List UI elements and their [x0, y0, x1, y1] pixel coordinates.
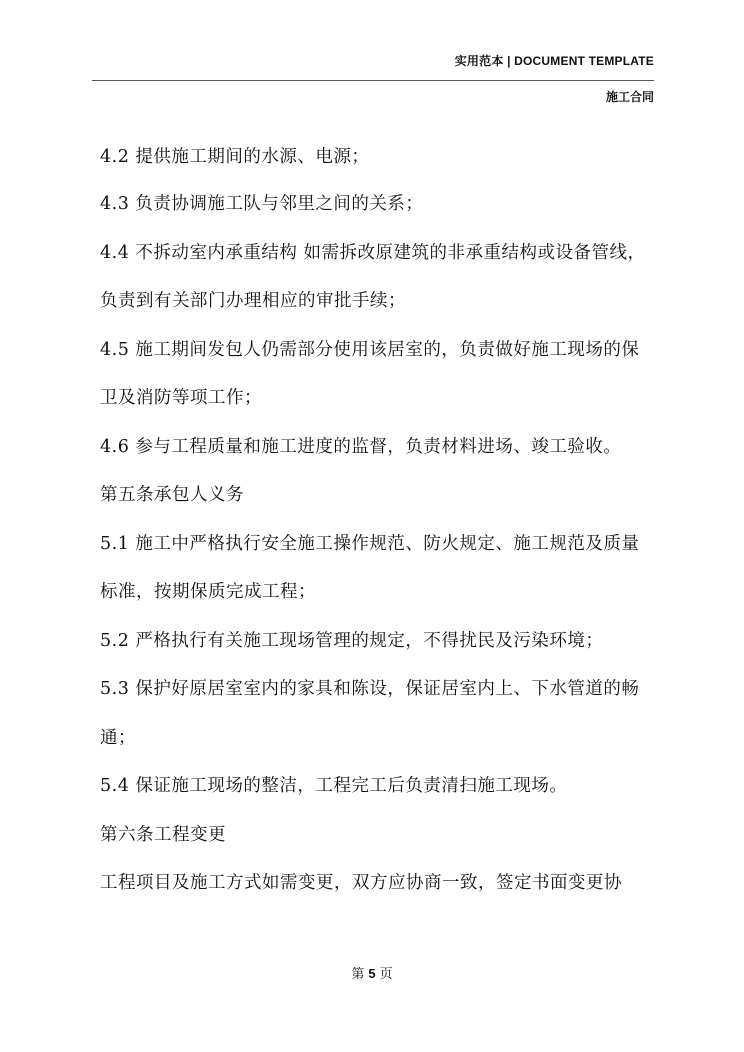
footer-prefix: 第: [351, 967, 365, 982]
page-footer: [0, 963, 744, 982]
page-number: 5: [368, 966, 376, 981]
clause-4-6: 4.6 参与工程质量和施工进度的监督，负责材料进场、竣工验收。: [100, 437, 622, 457]
clause-5-3-line-1: 5.3 保护好原居室室内的家具和陈设，保证居室内上、下水管道的畅: [100, 679, 640, 699]
clause-5-2: 5.2 严格执行有关施工现场管理的规定，不得扰民及污染环境；: [100, 631, 604, 651]
clause-5-3-line-2: 通；: [100, 728, 136, 748]
clause-4-5-line-1: 4.5 施工期间发包人仍需部分使用该居室的，负责做好施工现场的保: [100, 340, 640, 360]
clause-4-5-line-2: 卫及消防等项工作；: [100, 388, 262, 408]
header-divider: [92, 80, 654, 81]
article-6-heading: 第六条工程变更: [100, 825, 226, 845]
clause-4-4-line-1: 4.4 不拆动室内承重结构 如需拆改原建筑的非承重结构或设备管线，: [100, 243, 646, 263]
clause-5-1-line-1: 5.1 施工中严格执行安全施工操作规范、防火规定、施工规范及质量: [100, 534, 640, 554]
article-5-heading: 第五条承包人义务: [100, 485, 244, 505]
header-brand: 实用范本 | DOCUMENT TEMPLATE: [454, 54, 654, 68]
clause-5-4: 5.4 保证施工现场的整洁，工程完工后负责清扫施工现场。: [100, 776, 568, 796]
clause-4-2: 4.2 提供施工期间的水源、电源；: [100, 147, 370, 167]
clause-5-1-line-2: 标准，按期保质完成工程；: [100, 582, 316, 602]
article-6-text: 工程项目及施工方式如需变更，双方应协商一致，签定书面变更协: [100, 873, 622, 893]
clause-4-4-line-2: 负责到有关部门办理相应的审批手续；: [100, 291, 406, 311]
header-subtitle: 施工合同: [605, 90, 654, 104]
footer-suffix: 页: [379, 967, 393, 982]
clause-4-3: 4.3 负责协调施工队与邻里之间的关系；: [100, 194, 424, 214]
